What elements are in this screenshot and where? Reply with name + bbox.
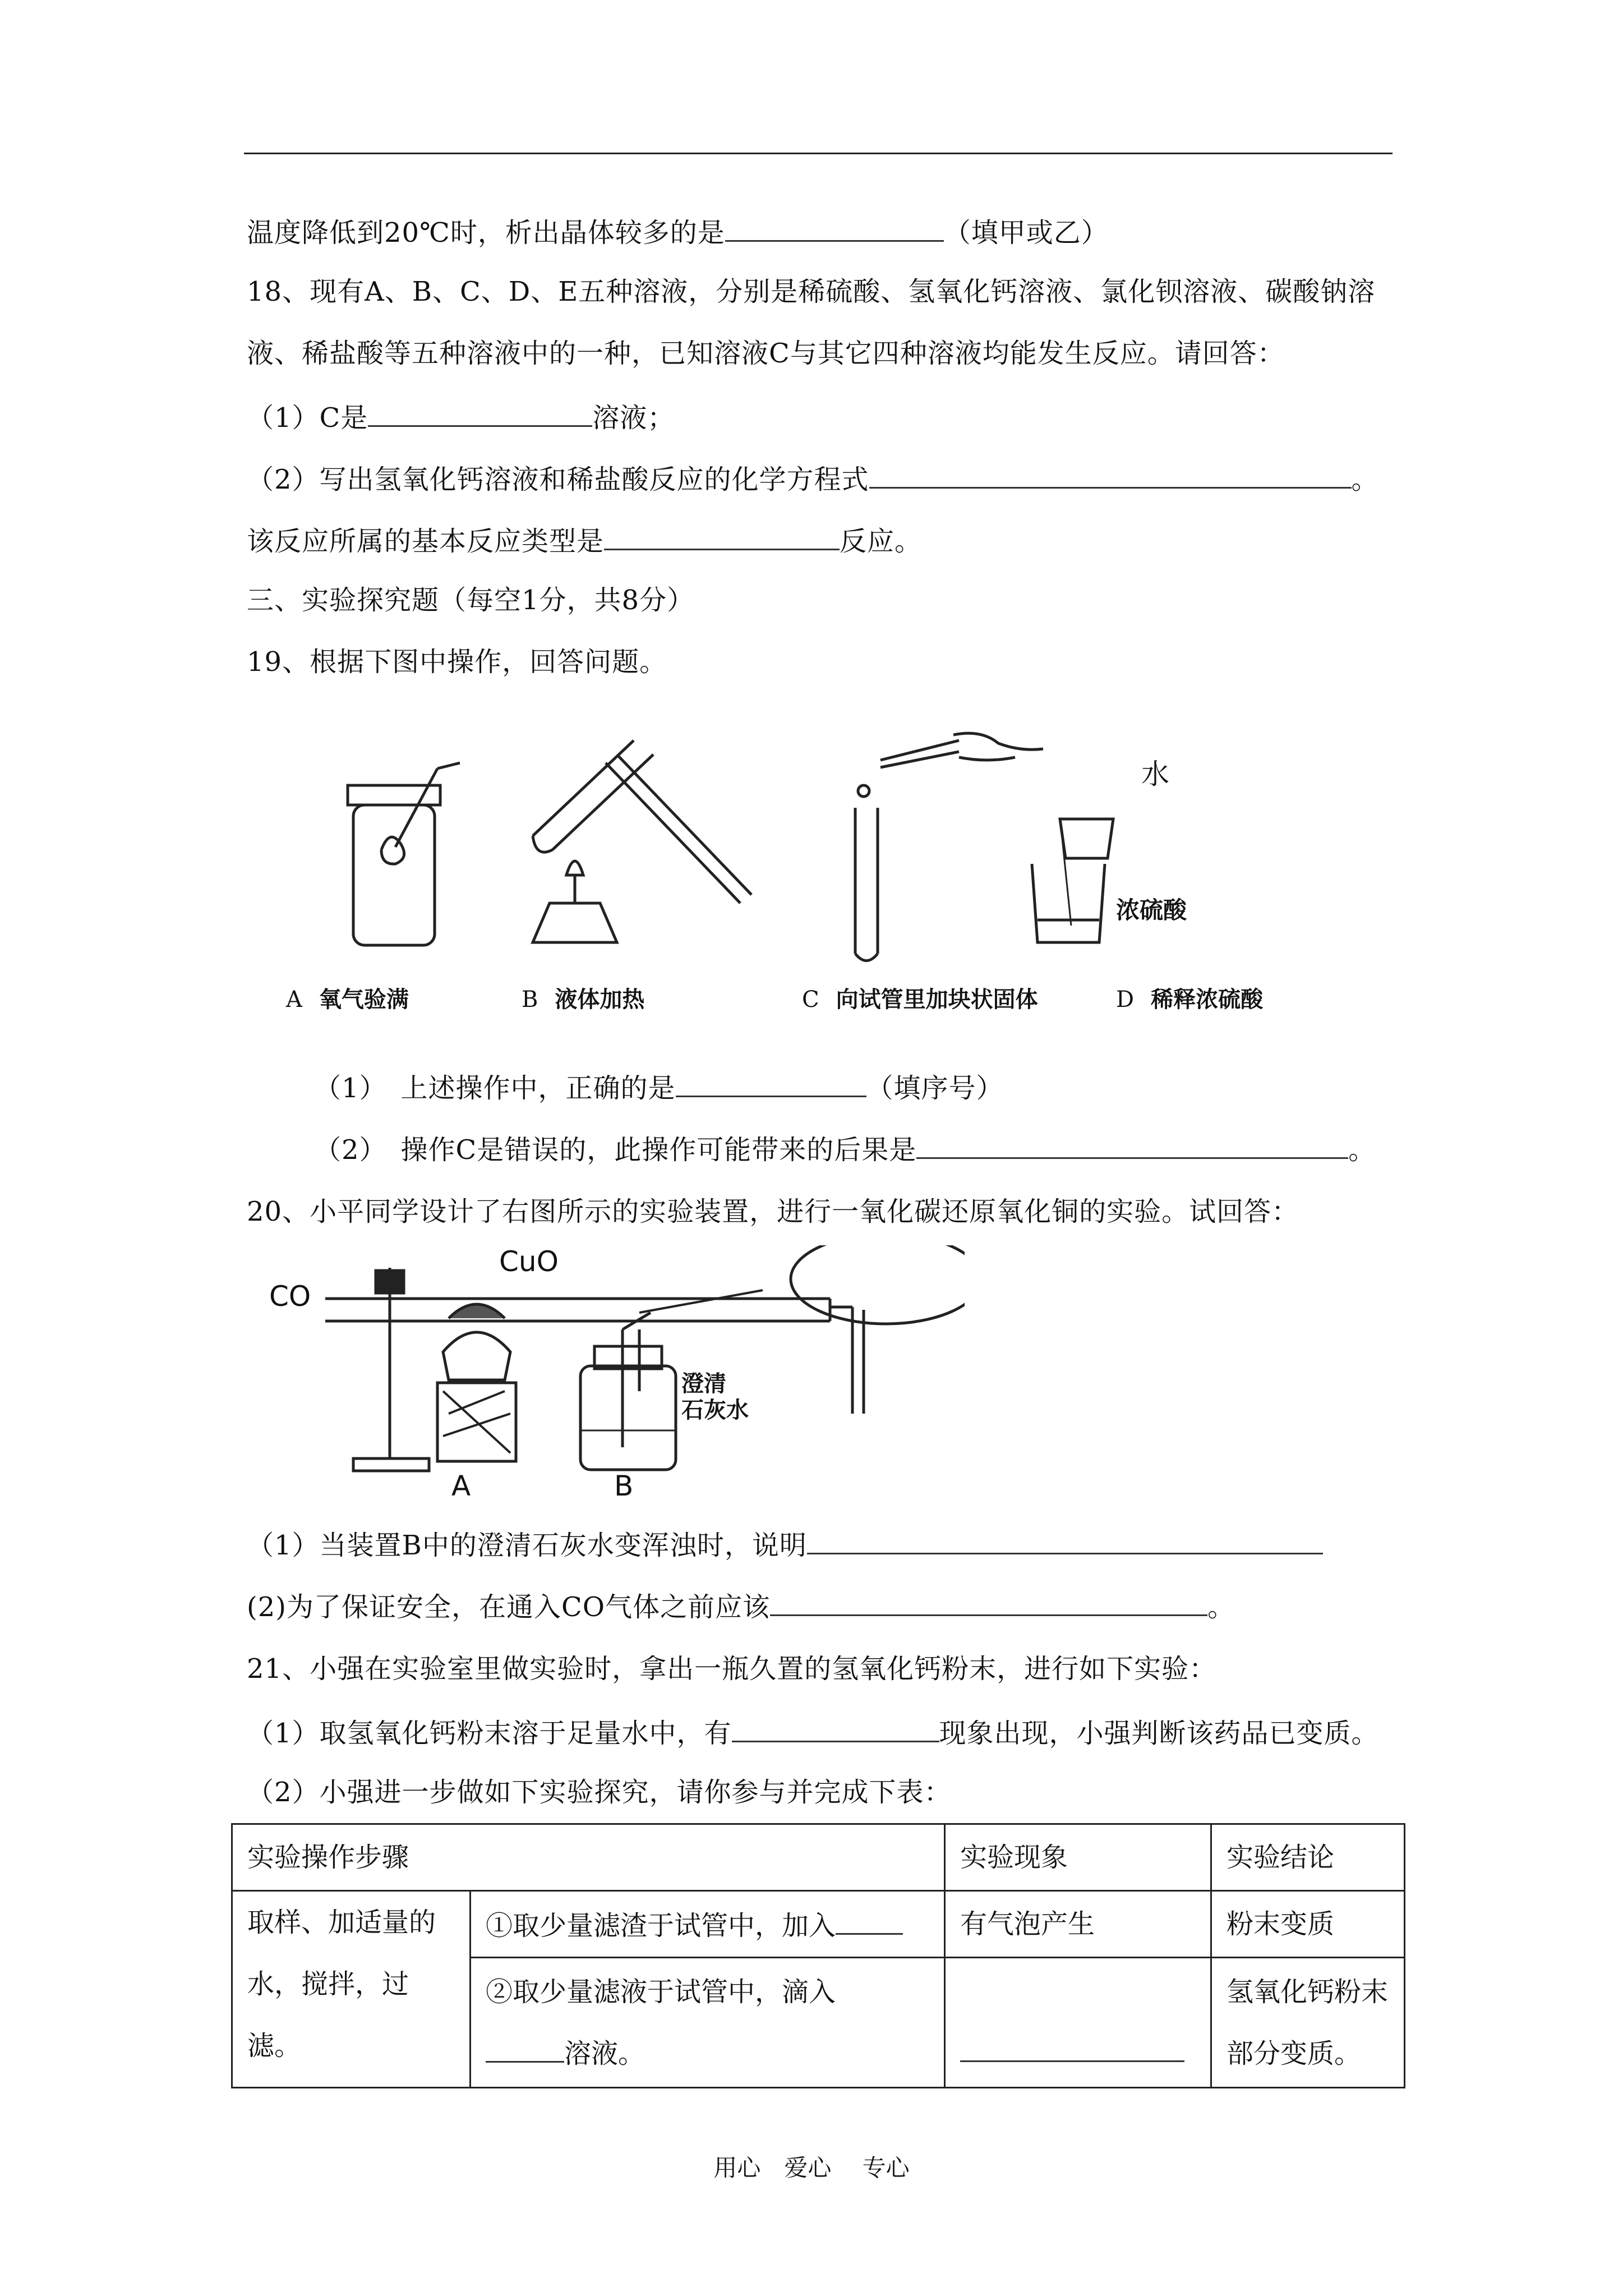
text: 溶液。	[564, 2037, 645, 2069]
answer-blank[interactable]	[725, 213, 944, 242]
label: 液体加热	[555, 987, 645, 1013]
answer-blank[interactable]	[368, 398, 592, 427]
text: 。	[1348, 1134, 1376, 1166]
caption-c	[802, 982, 1038, 1014]
q18-line1: 18、现有A、B、C、D、E五种溶液，分别是稀硫酸、氢氧化钙溶液、氯化钡溶液、碳酸钠溶	[247, 276, 1376, 307]
caption-a	[286, 982, 409, 1014]
answer-blank[interactable]	[676, 1069, 866, 1097]
tube-holder	[606, 763, 740, 903]
pouring-beaker	[1060, 819, 1113, 858]
label-cuo: CuO	[499, 1245, 559, 1278]
label: 向试管里加块状固体	[836, 987, 1038, 1013]
experiment-table	[231, 1823, 1405, 2088]
cuo-powder	[449, 1304, 505, 1318]
q21-stem: 21、小强在实验室里做实验时，拿出一瓶久置的氢氧化钙粉末，进行如下实验：	[247, 1653, 1217, 1685]
text: ②取少量滤液于试管中，滴入	[486, 1976, 836, 2008]
text: （1）C是	[247, 402, 368, 434]
gas-bottle	[353, 805, 435, 945]
figure-19-drawing	[269, 718, 1335, 965]
figure-20	[264, 1245, 965, 1509]
answer-blank[interactable]	[960, 2033, 1184, 2062]
text: （1）当装置B中的澄清石灰水变浑浊时，说明	[247, 1530, 807, 1561]
label-co: CO	[269, 1280, 311, 1313]
answer-blank[interactable]	[770, 1588, 1207, 1616]
q20-stem: 20、小平同学设计了右图所示的实验装置，进行一氧化碳还原氧化铜的实验。试回答：	[247, 1196, 1299, 1227]
page-footer: 用心 爱心 专心	[713, 2154, 910, 2182]
cell-op1	[471, 1891, 945, 1958]
answer-blank[interactable]	[836, 1906, 903, 1935]
header-conclusion: 实验结论	[1211, 1824, 1405, 1891]
answer-blank[interactable]	[732, 1714, 939, 1742]
label: 稀释浓硫酸	[1151, 987, 1264, 1013]
alcohol-lamp	[533, 903, 617, 942]
bottle-b	[580, 1366, 676, 1470]
q19-sub1	[314, 1069, 1004, 1105]
letter: A	[286, 987, 302, 1013]
cell-conc2: 氢氧化钙粉末部分变质。	[1211, 1958, 1405, 2088]
q21-sub1	[247, 1714, 1379, 1750]
label-lime-1: 澄清	[681, 1371, 726, 1397]
answer-blank[interactable]	[807, 1526, 1323, 1554]
label: 氧气验满	[319, 987, 409, 1013]
label-b: B	[614, 1470, 634, 1502]
text: （填序号）	[866, 1073, 1004, 1104]
caption-d	[1116, 982, 1263, 1014]
text: 溶液；	[592, 402, 675, 434]
table-header-row	[232, 1824, 1405, 1891]
cell-op2	[471, 1958, 945, 2088]
text: 。	[1351, 464, 1379, 495]
lamp-flame	[566, 861, 583, 875]
cell-conc1: 粉末变质	[1211, 1891, 1405, 1958]
label-lime-2: 石灰水	[681, 1397, 749, 1423]
text: （1）取氢氧化钙粉末溶于足量水中，有	[247, 1718, 732, 1749]
text: （2）写出氢氧化钙溶液和稀盐酸反应的化学方程式	[247, 464, 869, 495]
hand	[953, 733, 1043, 760]
q21-sub2: （2）小强进一步做如下实验探究，请你参与并完成下表：	[247, 1777, 952, 1808]
table-row	[232, 1891, 1405, 1958]
q18-sub2	[247, 460, 1379, 496]
text: 。	[1207, 1591, 1235, 1623]
letter: B	[522, 987, 538, 1013]
text: 该反应所属的基本反应类型是	[247, 526, 605, 557]
header-phenomenon: 实验现象	[945, 1824, 1211, 1891]
burner-top	[443, 1332, 510, 1380]
caption-b	[522, 982, 644, 1014]
letter: C	[802, 987, 819, 1013]
q20-sub1	[247, 1526, 1323, 1562]
q18-sub3	[247, 522, 922, 558]
stand-base	[353, 1458, 429, 1471]
text: 现象出现，小强判断该药品已变质。	[939, 1718, 1379, 1749]
answer-blank[interactable]	[604, 522, 840, 550]
balloon	[791, 1245, 965, 1324]
q19-sub2	[314, 1130, 1376, 1167]
line-q17-end	[247, 213, 1109, 250]
figure-19	[269, 718, 1335, 1032]
answer-blank[interactable]	[869, 460, 1352, 489]
label-conc-acid: 浓硫酸	[1116, 896, 1187, 924]
stick-flame	[381, 837, 404, 864]
header-rule	[244, 153, 1393, 154]
text: （2） 操作C是错误的，此操作可能带来的后果是	[314, 1134, 917, 1166]
solid-piece	[858, 785, 869, 797]
tweezers	[880, 740, 959, 760]
q20-sub2	[247, 1588, 1235, 1624]
text: （1） 上述操作中，正确的是	[314, 1073, 676, 1104]
cell-step: 取样、加适量的水，搅拌，过滤。	[232, 1891, 471, 2088]
q19-stem: 19、根据下图中操作，回答问题。	[247, 646, 667, 678]
text: 温度降低到20℃时，析出晶体较多的是	[247, 217, 725, 249]
text: ①取少量滤渣于试管中，加入	[486, 1910, 836, 1941]
cell-phen2	[945, 1958, 1211, 2088]
text: （填甲或乙）	[943, 217, 1109, 249]
header-steps: 实验操作步骤	[232, 1824, 945, 1891]
label-water: 水	[1141, 758, 1169, 790]
q18-line2: 液、稀盐酸等五种溶液中的一种，已知溶液C与其它四种溶液均能发生反应。请回答：	[247, 338, 1285, 369]
answer-blank[interactable]	[486, 2034, 564, 2063]
section-3-heading: 三、实验探究题（每空1分，共8分）	[247, 585, 695, 616]
letter: D	[1116, 987, 1135, 1013]
answer-blank[interactable]	[916, 1130, 1348, 1159]
label-a: A	[451, 1470, 471, 1502]
text: (2)为了保证安全，在通入CO气体之前应该	[247, 1591, 771, 1623]
cell-phen1: 有气泡产生	[945, 1891, 1211, 1958]
q18-sub1	[247, 398, 675, 435]
text: 反应。	[840, 526, 923, 557]
